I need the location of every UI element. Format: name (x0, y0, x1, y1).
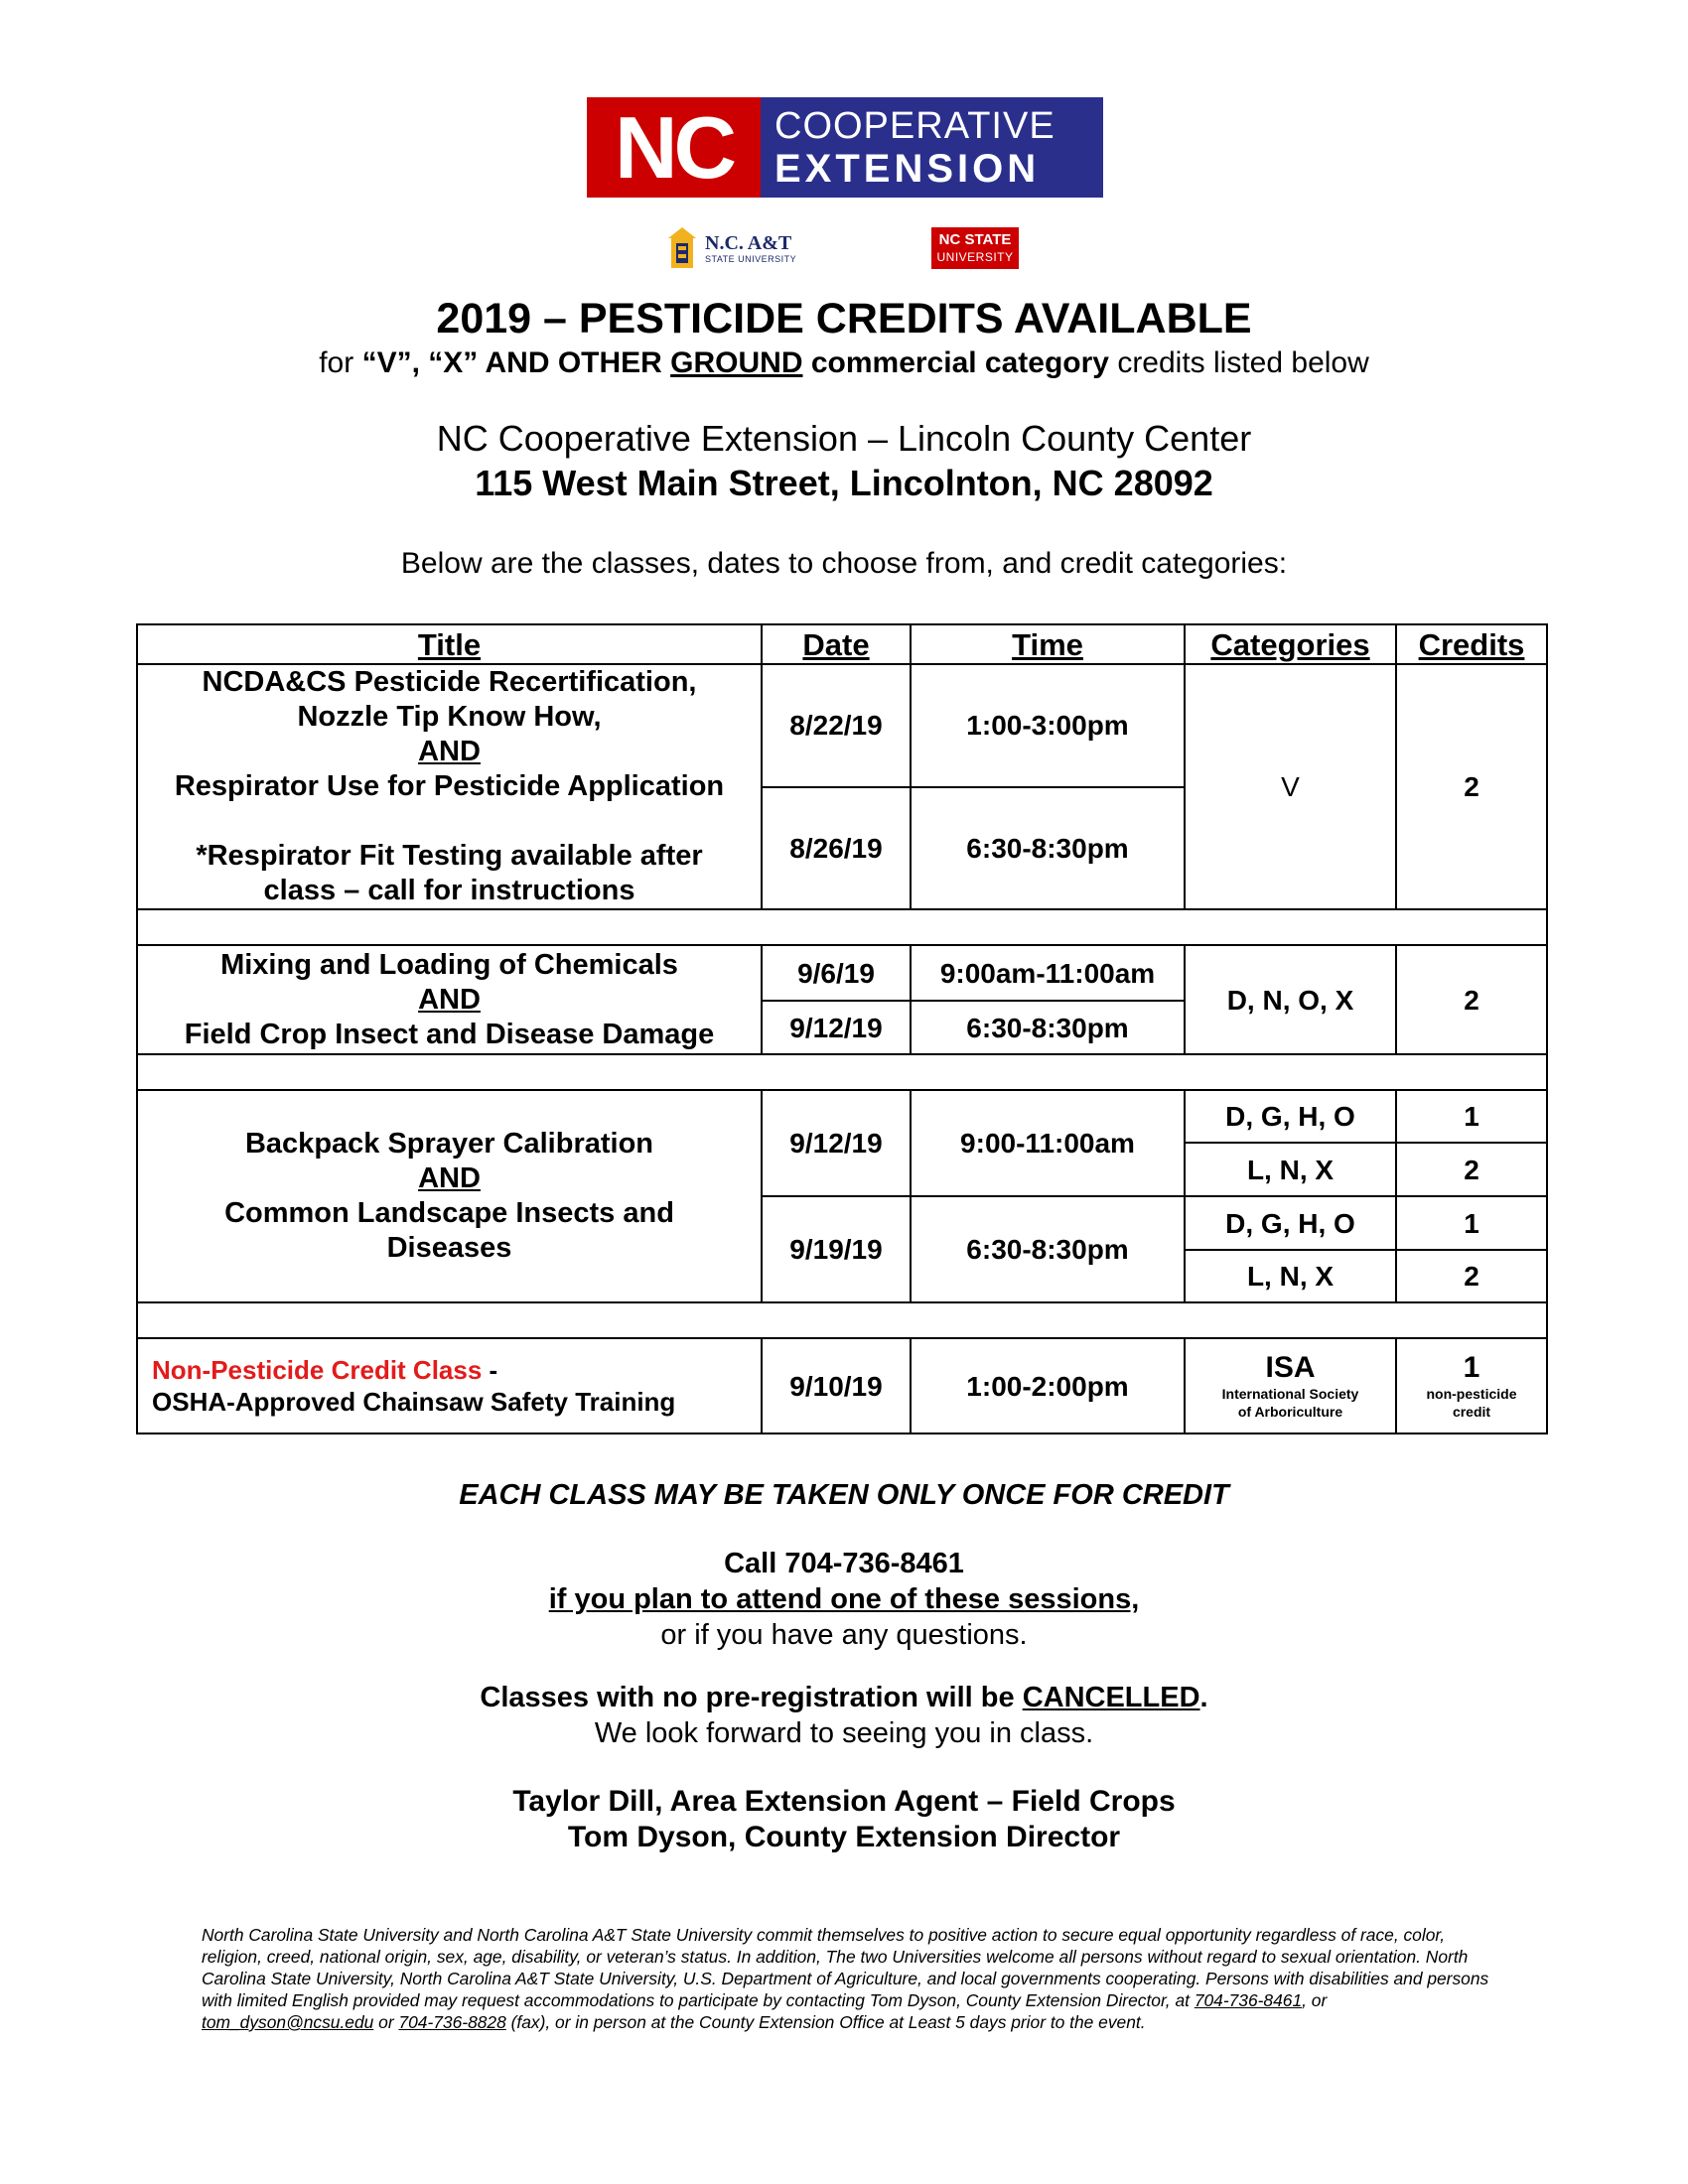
class-schedule-table (136, 623, 1548, 1434)
once-for-credit-notice: EACH CLASS MAY BE TAKEN ONLY ONCE FOR CREDIT (459, 1479, 1229, 1511)
class-date: 8/22/19 (762, 664, 911, 787)
intro-text: Below are the classes, dates to choose from, and credit categories: (400, 547, 1288, 580)
class-title-mixing-loading: Mixing and Loading of Chemicals AND Field Crop Insect and Disease Damage (137, 945, 762, 1054)
logo-line-cooperative: COOPERATIVE (774, 104, 1055, 147)
class-date: 8/26/19 (762, 787, 911, 910)
cancel-line: Classes with no pre-registration will be CANCELLED. (480, 1682, 1208, 1713)
email-link[interactable]: tom_dyson@ncsu.edu (202, 2012, 374, 2032)
table-row (137, 945, 1547, 1001)
class-time: 9:00-11:00am (911, 1090, 1185, 1196)
class-categories: L, N, X (1185, 1143, 1396, 1196)
class-credits: 1 (1396, 1090, 1547, 1143)
class-categories: V (1185, 664, 1396, 909)
class-title-chainsaw-safety: Non-Pesticide Credit Class - OSHA-Approved Chainsaw Safety Training (137, 1338, 762, 1433)
class-title-backpack-sprayer: Backpack Sprayer Calibration AND Common Landscape Insects and Diseases (137, 1090, 762, 1302)
questions-line: or if you have any questions. (660, 1619, 1028, 1651)
class-credits: 2 (1396, 1143, 1547, 1196)
aggie-tower-icon (665, 226, 699, 270)
logo-wordmark (761, 97, 1103, 198)
class-time: 6:30-8:30pm (911, 1196, 1185, 1302)
class-categories: D, G, H, O (1185, 1090, 1396, 1143)
page-title: 2019 – PESTICIDE CREDITS AVAILABLE (436, 295, 1252, 342)
fax-link[interactable]: 704-736-8828 (398, 2012, 506, 2032)
nc-cooperative-extension-logo (587, 97, 1103, 198)
table-row (137, 664, 1547, 787)
non-pesticide-label: Non-Pesticide Credit Class (152, 1355, 483, 1385)
header-credits: Credits (1396, 624, 1547, 664)
class-credits: 1 (1396, 1196, 1547, 1250)
phone-link[interactable]: 704-736-8461 (1194, 1990, 1303, 2010)
class-categories: D, G, H, O (1185, 1196, 1396, 1250)
class-time: 1:00-2:00pm (911, 1338, 1185, 1433)
class-title-recertification: NCDA&CS Pesticide Recertification, Nozzle Tip Know How, AND Respirator Use for Pesticide Application *Respirator Fit Testing available after class – call for instructions (137, 664, 762, 909)
class-credits: 2 (1396, 1250, 1547, 1302)
ncat-logo (665, 226, 796, 270)
staff-block (0, 1784, 1688, 1855)
table-spacer-row (137, 1302, 1547, 1338)
logo-nc-mark: NC (587, 97, 761, 198)
table-spacer-row (137, 1054, 1547, 1090)
class-categories: L, N, X (1185, 1250, 1396, 1302)
plan-to-attend: if you plan to attend one of these sessions, (548, 1583, 1140, 1615)
class-categories: ISA International Society of Arboriculture (1185, 1338, 1396, 1433)
staff-agent: Taylor Dill, Area Extension Agent – Field Crops (512, 1785, 1176, 1818)
class-time: 1:00-3:00pm (911, 664, 1185, 787)
call-phone: Call 704-736-8461 (724, 1548, 964, 1579)
call-block (0, 1546, 1688, 1653)
table-header-row (137, 624, 1547, 664)
table-row (137, 1090, 1547, 1143)
ncstate-line2: UNIVERSITY (936, 250, 1014, 264)
center-address: 115 West Main Street, Lincolnton, NC 28092 (475, 463, 1213, 503)
table-row (137, 1338, 1547, 1433)
class-date: 9/10/19 (762, 1338, 911, 1433)
class-credits: 2 (1396, 945, 1547, 1054)
staff-director: Tom Dyson, County Extension Director (567, 1821, 1121, 1853)
class-date: 9/12/19 (762, 1001, 911, 1054)
class-credits: 2 (1396, 664, 1547, 909)
nc-state-logo (931, 227, 1019, 269)
header-categories: Categories (1185, 624, 1396, 664)
ncat-name: N.C. A&T (705, 232, 792, 254)
class-categories: D, N, O, X (1185, 945, 1396, 1054)
center-name: NC Cooperative Extension – Lincoln County Center (436, 418, 1252, 459)
equal-opportunity-disclaimer: North Carolina State University and North Carolina A&T State University commit themselves to positive action to secure equal opportunity regardless of race, color, religion, creed, national origin, sex, age, disability, or veteran’s status. In addition, The two Universities welcome all persons without regard to sexual orientation. North Carolina State University, North Carolina A&T State University, U.S. Department of Agriculture, and local governments cooperating. Persons with disabilities and persons with limited English provided may request accommodations to participate by contacting Tom Dyson, County Extension Director, at 704-736-8461, or tom_dyson@ncsu.edu or 704-736-8828 (fax), or in person at the County Extension Office at Least 5 days prior to the event. (202, 1925, 1489, 2032)
look-forward-line: We look forward to seeing you in class. (594, 1717, 1094, 1749)
class-time: 6:30-8:30pm (911, 787, 1185, 910)
header-date: Date (762, 624, 911, 664)
table-spacer-row (137, 909, 1547, 945)
logo-line-extension: EXTENSION (774, 146, 1041, 191)
class-time: 9:00am-11:00am (911, 945, 1185, 1001)
page-subtitle: for “V”, “X” AND OTHER GROUND commercial category credits listed below (319, 346, 1369, 379)
ncat-subname: STATE UNIVERSITY (705, 254, 797, 264)
cancellation-block (0, 1680, 1688, 1751)
ncstate-line1: NC STATE (938, 231, 1012, 248)
class-date: 9/19/19 (762, 1196, 911, 1302)
class-credits: 1 non-pesticide credit (1396, 1338, 1547, 1433)
class-date: 9/6/19 (762, 945, 911, 1001)
class-time: 6:30-8:30pm (911, 1001, 1185, 1054)
class-date: 9/12/19 (762, 1090, 911, 1196)
header-time: Time (911, 624, 1185, 664)
header-title: Title (137, 624, 762, 664)
